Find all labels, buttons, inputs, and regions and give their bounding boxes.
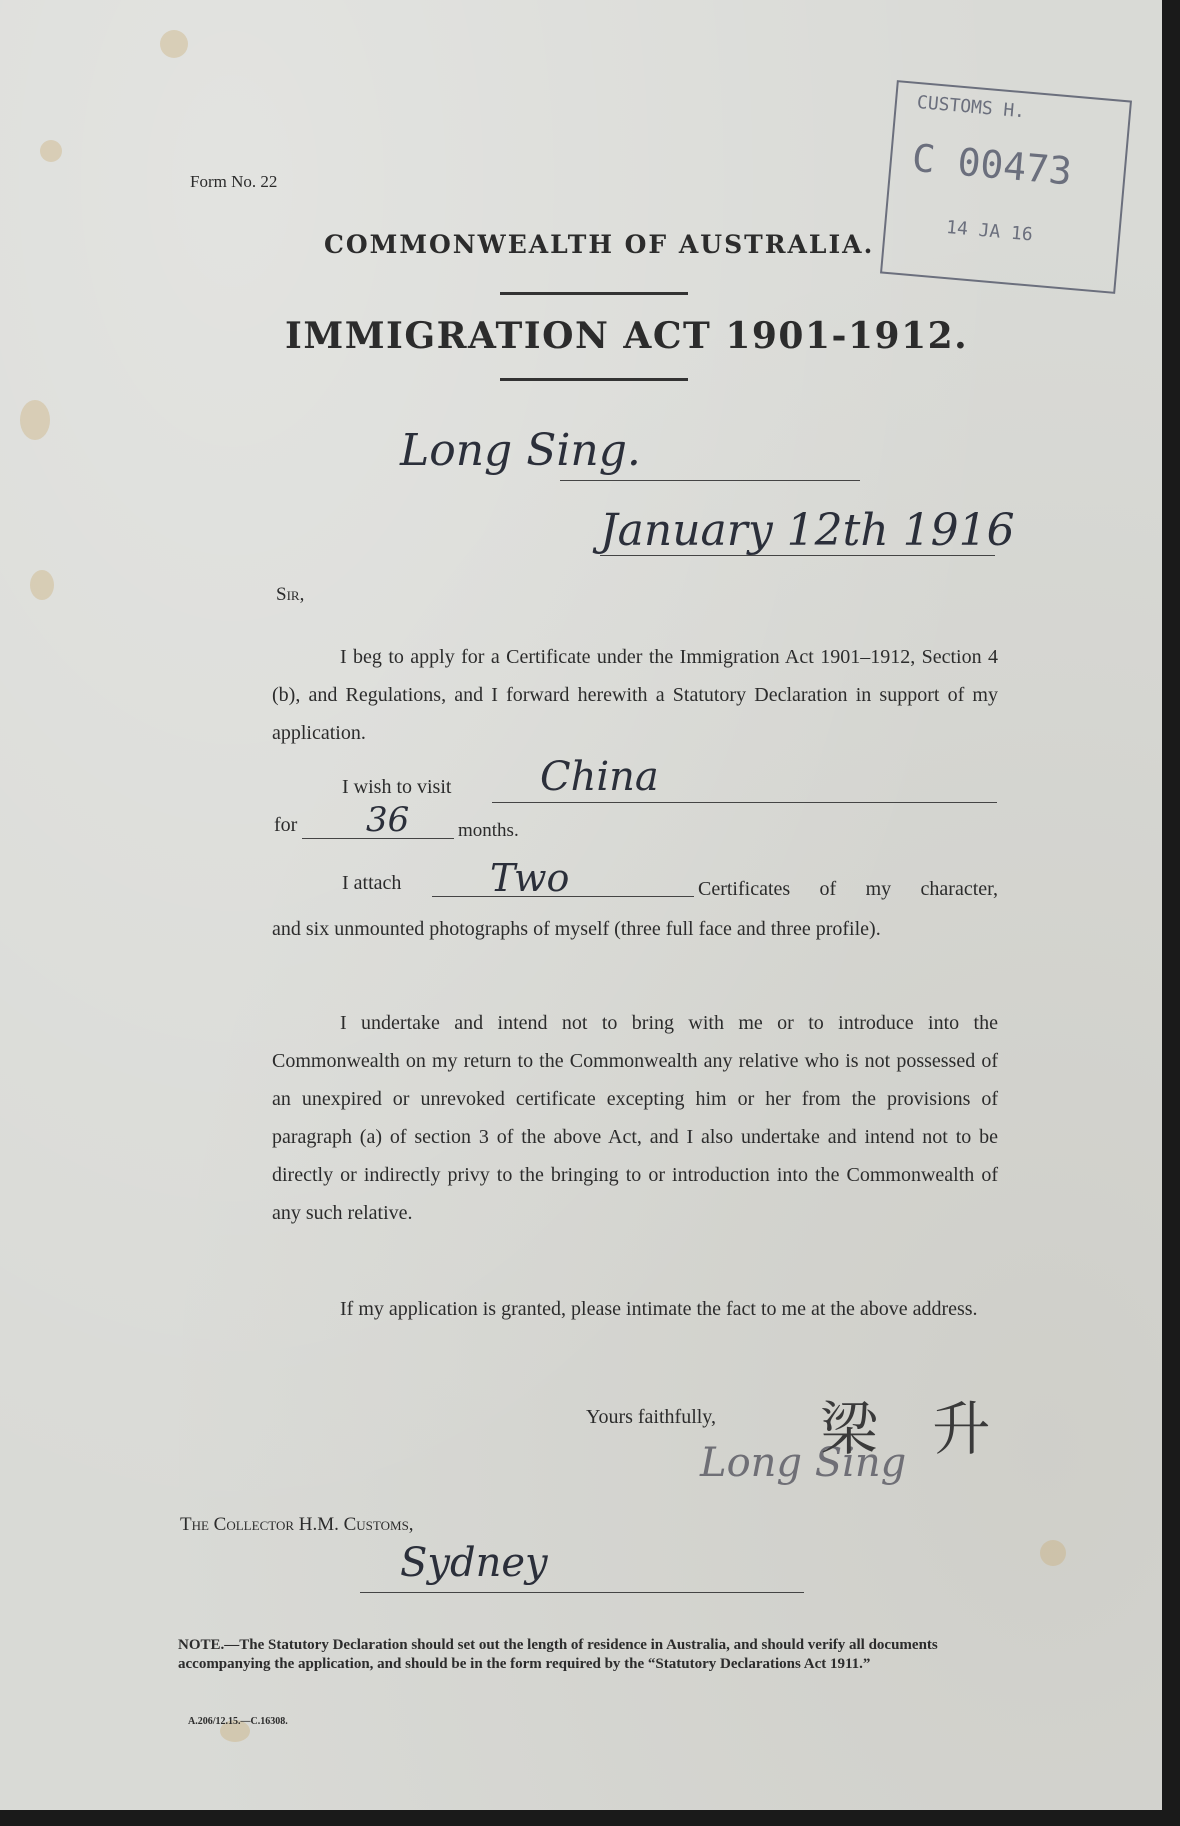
- paragraph-intimate: If my application is granted, please intimate the fact to me at the above address.: [340, 1298, 978, 1320]
- destination: China: [540, 754, 659, 800]
- months-value: 36: [366, 800, 410, 840]
- destination-line: [492, 802, 997, 803]
- attach-continued-label: Certificates of my character,: [698, 878, 998, 900]
- footnote: NOTE.—The Statutory Declaration should set out the length of residence in Australia, and should verify all documents accompanying the application, and should be in the form required by the “Statutory Declarations Act 1911.”: [178, 1637, 938, 1672]
- stain: [160, 30, 188, 58]
- divider: [500, 292, 688, 295]
- stain: [30, 570, 54, 600]
- signature-chinese: 梁 升: [820, 1395, 1009, 1463]
- application-date: January 12th 1916: [600, 505, 1015, 556]
- city: Sydney: [400, 1540, 548, 1586]
- stain: [20, 400, 50, 440]
- months-label: months.: [458, 820, 519, 841]
- attach-continued: and six unmounted photographs of myself (three full face and three profile).: [272, 918, 881, 940]
- stamp-date: 14 JA 16: [945, 216, 1034, 246]
- signature-latin: Long Sing: [700, 1440, 907, 1486]
- addressee: The Collector H.M. Customs,: [180, 1514, 414, 1535]
- stamp-line: CUSTOMS H.: [916, 91, 1026, 123]
- salutation: Sir,: [276, 584, 305, 605]
- name-line: [560, 480, 860, 481]
- document-heading: COMMONWEALTH OF AUSTRALIA.: [324, 230, 875, 259]
- customs-stamp: [880, 80, 1132, 294]
- act-title: IMMIGRATION ACT 1901-1912.: [285, 315, 969, 357]
- attach-label: I attach: [342, 872, 402, 894]
- certificates-count: Two: [490, 856, 570, 900]
- divider: [500, 378, 688, 381]
- city-line: [360, 1592, 804, 1593]
- stamp-number: C 00473: [910, 135, 1074, 194]
- paragraph-undertaking: I undertake and intend not to bring with me or to introduce into the Commonwealth on my return to the Commonwealth any relative who is not possessed of an unexpired or unrevoked certificate excepting him or her from the provisions of paragraph (a) of section 3 of the above Act, and I also undertake and intend not to be directly or indirectly privy to the bringing to or introduction into the Commonwealth of any such relative.: [272, 1012, 998, 1224]
- closing: Yours faithfully,: [586, 1406, 717, 1428]
- stain: [40, 140, 62, 162]
- stain: [1040, 1540, 1066, 1566]
- visit-label: I wish to visit: [342, 776, 452, 798]
- paragraph-application: I beg to apply for a Certificate under the Immigration Act 1901–1912, Section 4 (b), and Regulations, and I forward herewith a Statutory Declaration in support of my application.: [272, 646, 998, 744]
- for-label: for: [274, 814, 298, 836]
- printer-code: A.206/12.15.—C.16308.: [188, 1716, 288, 1727]
- applicant-name: Long Sing.: [400, 425, 641, 476]
- form-number: Form No. 22: [190, 172, 278, 191]
- date-line: [600, 555, 995, 556]
